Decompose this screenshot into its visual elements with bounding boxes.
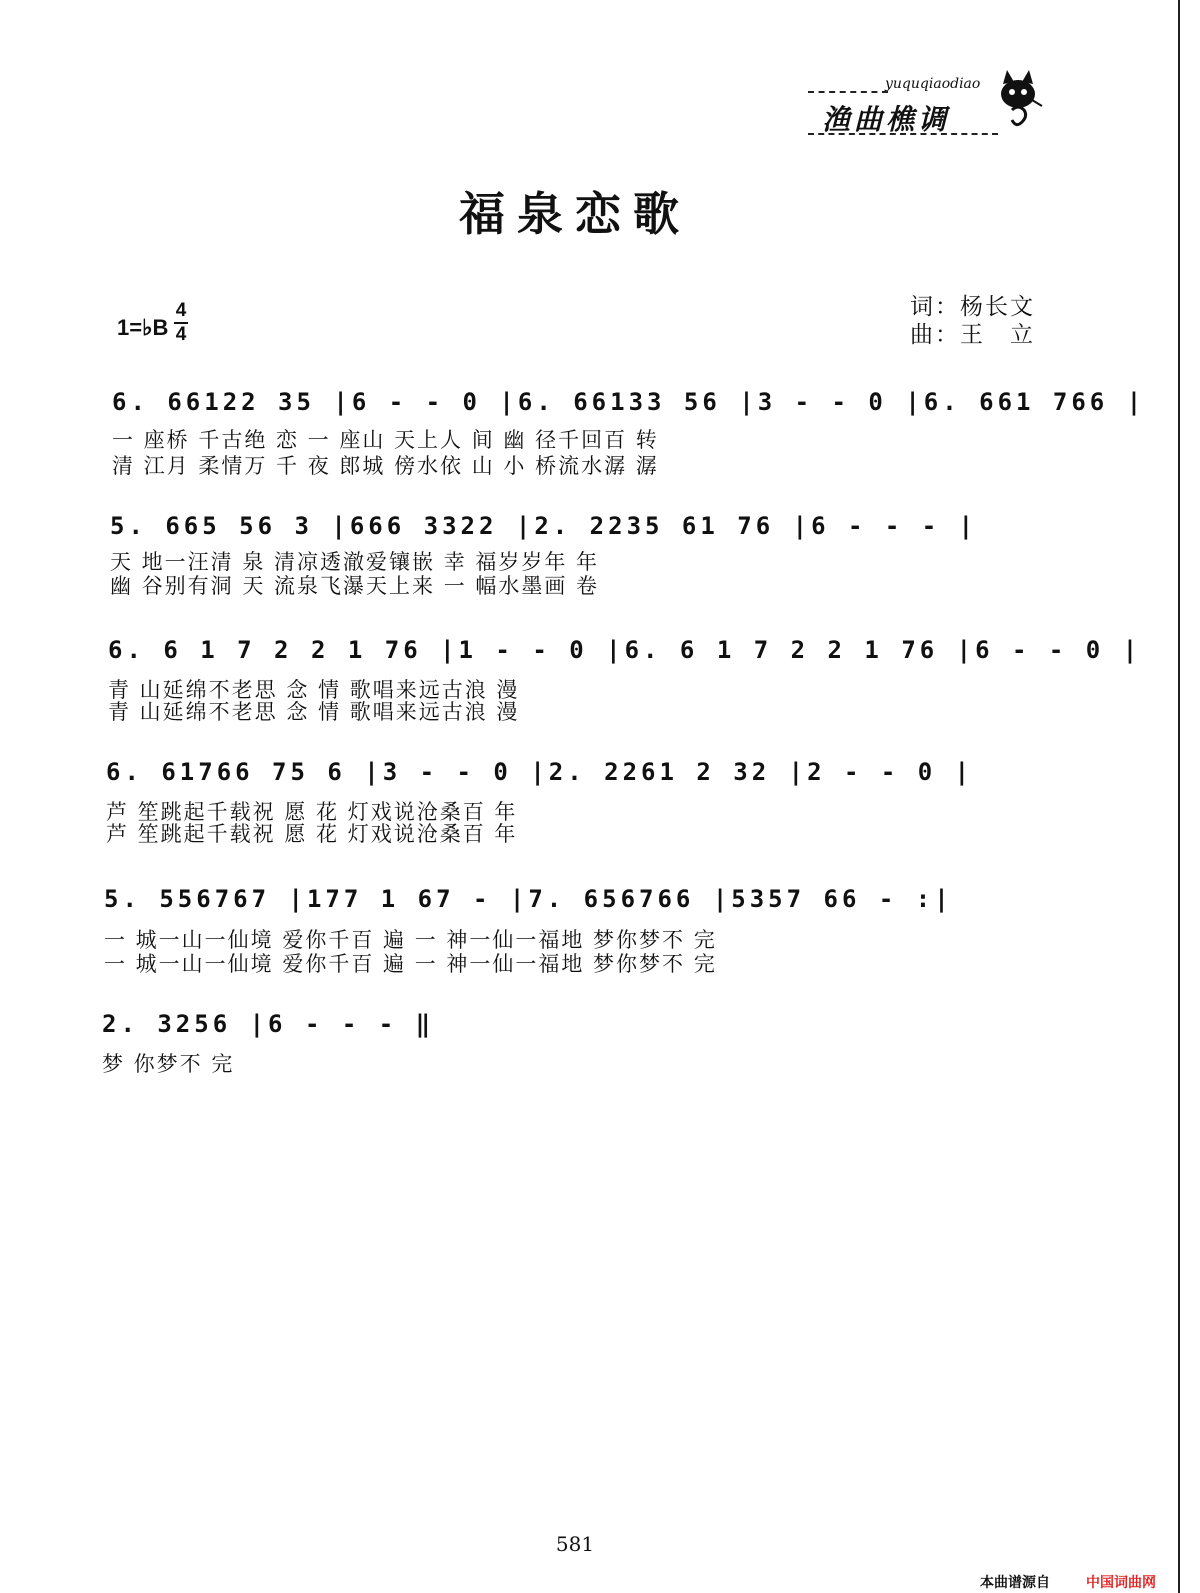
lyric-line-verse1: 梦 你梦不 完 bbox=[102, 1052, 235, 1076]
time-signature bbox=[173, 300, 189, 346]
brand-dash-top bbox=[808, 91, 888, 93]
brand-name: 渔曲樵调 bbox=[822, 103, 951, 136]
lyric-line-verse2: 一 城一山一仙境 爱你千百 遍 一 神一仙一福地 梦你梦不 完 bbox=[104, 952, 717, 976]
song-title: 福泉恋歌 bbox=[459, 187, 691, 241]
notation-row: 5. 556767 |177 1 67 - |7. 656766 |5357 66 - :| bbox=[104, 885, 953, 913]
composer-credit: 曲：王 立 bbox=[910, 322, 1035, 348]
music-cat-logo-icon bbox=[992, 70, 1044, 132]
lyric-line-verse1: 芦 笙跳起千载祝 愿 花 灯戏说沧桑百 年 bbox=[106, 800, 518, 824]
notation-row: 6. 61766 75 6 |3 - - 0 |2. 2261 2 32 |2 - - 0 | bbox=[106, 758, 974, 786]
notation-row: 5. 665 56 3 |666 3322 |2. 2235 61 76 |6 - - - | bbox=[110, 512, 978, 540]
time-signature-bottom: 4 bbox=[175, 324, 187, 345]
notation-row: 6. 66122 35 |6 - - 0 |6. 66133 56 |3 - - 0 |6. 661 766 | bbox=[112, 388, 1146, 416]
lyricist-credit: 词：杨长文 bbox=[910, 294, 1035, 320]
lyric-line-verse2: 芦 笙跳起千载祝 愿 花 灯戏说沧桑百 年 bbox=[106, 822, 518, 846]
notation-row: 6. 6 1 7 2 2 1 76 |1 - - 0 |6. 6 1 7 2 2 1 76 |6 - - 0 | bbox=[108, 636, 1142, 664]
lyric-line-verse1: 一 城一山一仙境 爱你千百 遍 一 神一仙一福地 梦你梦不 完 bbox=[104, 928, 717, 952]
key-signature: 1=♭B bbox=[117, 315, 169, 340]
lyric-line-verse1: 天 地一汪清 泉 清凉透澈爱镶嵌 幸 福岁岁年 年 bbox=[110, 550, 600, 574]
notation-row: 2. 3256 |6 - - - ‖ bbox=[102, 1010, 435, 1038]
source-note: 本曲谱源自 bbox=[980, 1575, 1050, 1591]
lyric-line-verse1: 一 座桥 千古绝 恋 一 座山 天上人 间 幽 径千回百 转 bbox=[112, 428, 659, 452]
lyric-line-verse2: 青 山延绵不老思 念 情 歌唱来远古浪 漫 bbox=[108, 700, 520, 724]
lyric-line-verse2: 幽 谷别有洞 天 流泉飞瀑天上来 一 幅水墨画 卷 bbox=[110, 574, 600, 598]
source-site-link[interactable]: 中国词曲网 bbox=[1086, 1575, 1156, 1591]
brand-romanization: yuquqiaodiao bbox=[885, 76, 981, 92]
page-number: 581 bbox=[555, 1532, 595, 1556]
lyric-line-verse2: 清 江月 柔情万 千 夜 郎城 傍水依 山 小 桥流水潺 潺 bbox=[112, 454, 659, 478]
page-edge-rule bbox=[1178, 0, 1180, 1593]
lyric-line-verse1: 青 山延绵不老思 念 情 歌唱来远古浪 漫 bbox=[108, 678, 520, 702]
time-signature-top: 4 bbox=[175, 300, 187, 321]
brand-dash-bottom bbox=[808, 133, 998, 135]
